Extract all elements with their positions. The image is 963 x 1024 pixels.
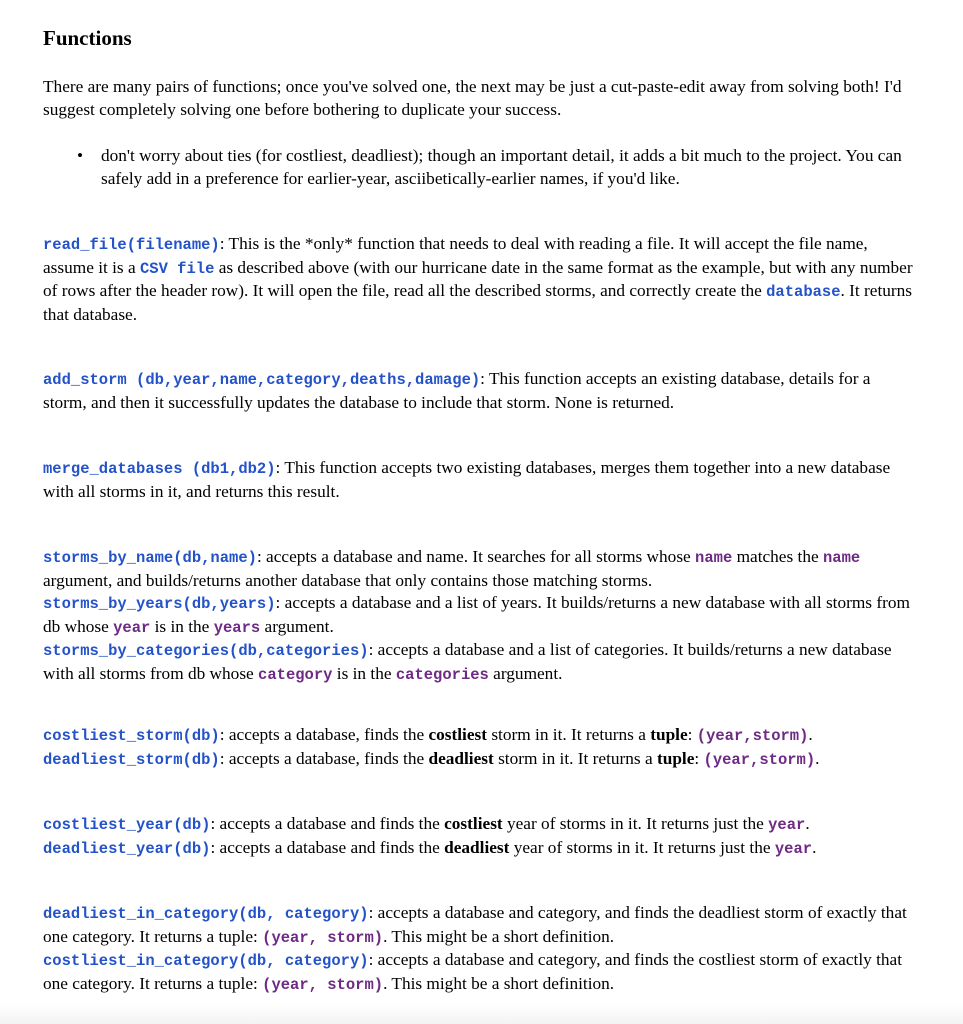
year-term: year — [768, 816, 806, 834]
bullet-dot: • — [77, 146, 84, 165]
category-term: category — [258, 665, 333, 684]
storms-by-block — [43, 546, 913, 686]
costliest-storm-paragraph: costliest_storm(db): accepts a database, finds the costliest storm in it. It returns a tuple: (year,storm). — [43, 725, 813, 745]
deadliest-storm-paragraph: deadliest_storm(db): accepts a database, finds the deadliest storm in it. It returns a tuple: (year,storm). — [43, 748, 820, 769]
database-term: database — [766, 283, 841, 301]
merge-databases-block — [43, 457, 913, 503]
ties-bullet — [71, 145, 941, 190]
intro-block — [43, 76, 913, 121]
read-file-signature: read_file(filename) — [43, 236, 220, 254]
costliest-year-paragraph: costliest_year(db): accepts a database and finds the costliest year of storms in it. It returns just the year. — [43, 814, 810, 834]
categories-term: categories — [395, 665, 489, 684]
year-storm-tuple: (year, storm) — [262, 928, 384, 947]
merge-databases-signature: merge_databases (db1,db2) — [43, 460, 276, 478]
costliest-in-category-signature: costliest_in_category(db, category) — [43, 952, 369, 970]
name-term: name — [822, 549, 861, 567]
year-storm-tuple: (year,storm) — [703, 750, 816, 769]
storms-by-name-paragraph: storms_by_name(db,name): accepts a database and name. It searches for all storms whose name matches the name argument, and builds/returns another database that only contains those matching storms. — [43, 547, 861, 590]
storms-by-name-signature: storms_by_name(db,name) — [43, 549, 257, 567]
deadliest-in-category-signature: deadliest_in_category(db, category) — [43, 905, 369, 923]
intro-paragraph: There are many pairs of functions; once you've solved one, the next may be just a cut-paste-edit away from solving both! I'd suggest completely solving one before bothering to duplicate your success. — [43, 77, 902, 119]
in-category-block — [43, 902, 913, 996]
add-storm-block — [43, 368, 913, 414]
add-storm-signature: add_storm (db,year,name,category,deaths,damage) — [43, 371, 481, 389]
year-term: year — [774, 839, 813, 858]
costliest-storm-signature: costliest_storm(db) — [43, 727, 220, 745]
csv-file-term: CSV file — [139, 259, 215, 278]
read-file-paragraph: read_file(filename): This is the *only* function that needs to deal with reading a file. It will accept the file name, assume it is a CSV file as described above (with our hurricane date in the same format as the example, but with any number of rows after the header row). It will open the file, read all the described storms, and correctly create the database. It returns that database. — [43, 234, 913, 324]
deadliest-storm-signature: deadliest_storm(db) — [43, 750, 220, 769]
storms-by-categories-signature: storms_by_categories(db,categories) — [43, 642, 369, 660]
storms-by-years-signature: storms_by_years(db,years) — [43, 595, 276, 613]
add-storm-paragraph: add_storm (db,year,name,category,deaths,damage): This function accepts an existing database, details for a storm, and then it successfully updates the database to include that storm. None is returned. — [43, 369, 871, 412]
deadliest-in-category-paragraph: deadliest_in_category(db, category): accepts a database and category, and finds the deadliest storm of exactly that one category. It returns a tuple: (year, storm). This might be a short definition. — [43, 903, 907, 947]
costliest-deadliest-storm-block — [43, 724, 913, 771]
costliest-year-signature: costliest_year(db) — [43, 816, 211, 834]
merge-databases-paragraph: merge_databases (db1,db2): This function accepts two existing databases, merges them together into a new database with all storms in it, and returns this result. — [43, 458, 891, 501]
year-term: year — [113, 618, 151, 637]
read-file-block — [43, 233, 913, 326]
years-term: years — [213, 618, 261, 637]
storms-by-categories-paragraph: storms_by_categories(db,categories): accepts a database and a list of categories. It builds/returns a new database with all storms from db whose category is in the categories argument. — [43, 640, 892, 684]
bullet-text: don't worry about ties (for costliest, deadliest); though an important detail, it adds a bit much to the project. You can safely add in a preference for earlier-year, asciibetically-earlier names, if you'd like. — [101, 146, 902, 188]
section-heading: Functions — [43, 26, 132, 50]
costliest-deadliest-year-block — [43, 813, 913, 860]
name-term: name — [695, 549, 733, 567]
costliest-in-category-paragraph: costliest_in_category(db, category): accepts a database and category, and finds the costliest storm of exactly that one category. It returns a tuple: (year, storm). This might be a short definition. — [43, 950, 903, 994]
year-storm-tuple: (year, storm) — [262, 975, 384, 994]
year-storm-tuple: (year,storm) — [696, 727, 809, 745]
page-bottom-edge — [0, 1004, 963, 1024]
storms-by-years-paragraph: storms_by_years(db,years): accepts a database and a list of years. It builds/returns a new database with all storms from db whose year is in the years argument. — [43, 593, 910, 637]
deadliest-year-paragraph: deadliest_year(db): accepts a database and finds the deadliest year of storms in it. It returns just the year. — [43, 837, 817, 858]
deadliest-year-signature: deadliest_year(db) — [43, 839, 211, 858]
